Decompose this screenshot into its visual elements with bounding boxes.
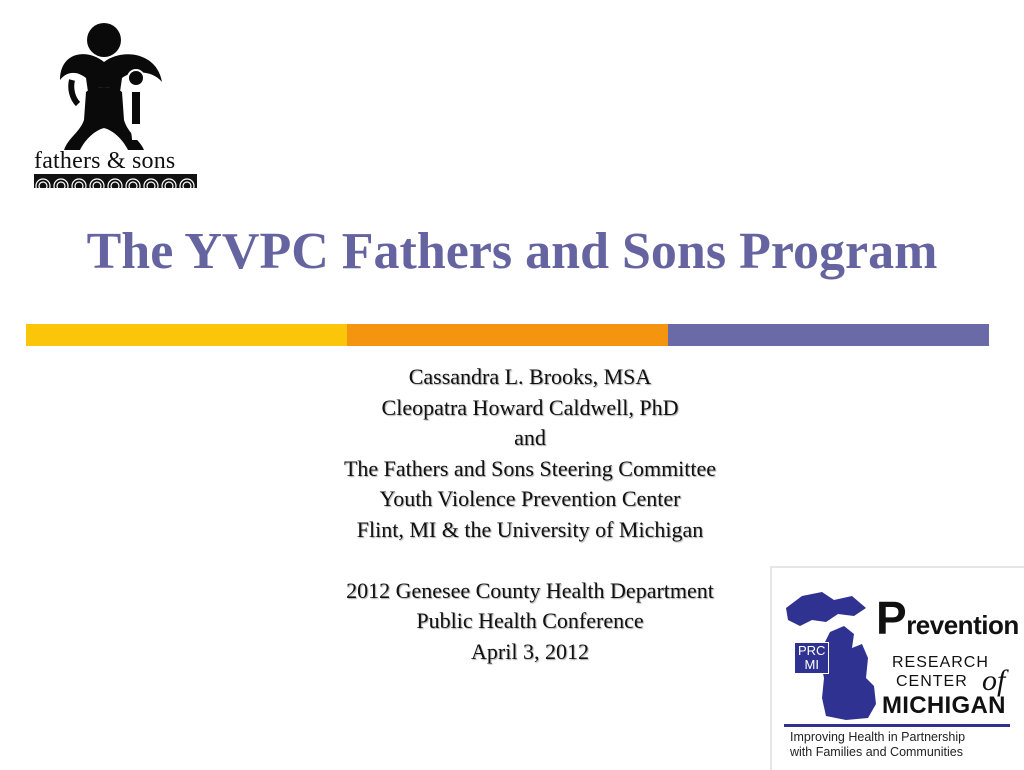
event-line: 2012 Genesee County Health Department (346, 577, 714, 603)
prc-mi-badge: PRC MI (794, 642, 829, 674)
author-line: Cleopatra Howard Caldwell, PhD (381, 394, 679, 420)
fathers-sons-pattern-band (34, 174, 197, 188)
divider-bar-orange (347, 324, 668, 346)
divider-bar-purple (668, 324, 989, 346)
prc-research-text: RESEARCH (892, 654, 989, 671)
slide-title: The YVPC Fathers and Sons Program (86, 223, 938, 280)
divider-bar-yellow (26, 324, 347, 346)
event-line: Public Health Conference (416, 608, 644, 633)
fathers-sons-logo-text: fathers & sons (34, 148, 176, 174)
spacer (230, 545, 830, 576)
prc-tagline: Improving Health in Partnership with Families and Communities (790, 730, 966, 759)
event-date: April 3, 2012 (471, 638, 589, 664)
author-line: Flint, MI & the University of Michigan (356, 516, 704, 542)
presenter-info (230, 362, 830, 667)
prc-of-text: of (982, 664, 1006, 697)
prc-center-text: CENTER (896, 673, 968, 690)
author-line: The Fathers and Sons Steering Committee (343, 455, 717, 481)
prc-divider (784, 724, 1010, 727)
author-line: Youth Violence Prevention Center (379, 486, 681, 511)
author-line: Cassandra L. Brooks, MSA (408, 364, 652, 389)
fathers-and-sons-figure-icon (32, 22, 200, 152)
prc-michigan-text: MICHIGAN (882, 692, 1006, 719)
prc-prevention-text: Prevention (876, 592, 1019, 644)
prevention-research-center-logo (770, 566, 1024, 770)
author-line: and (514, 425, 546, 450)
